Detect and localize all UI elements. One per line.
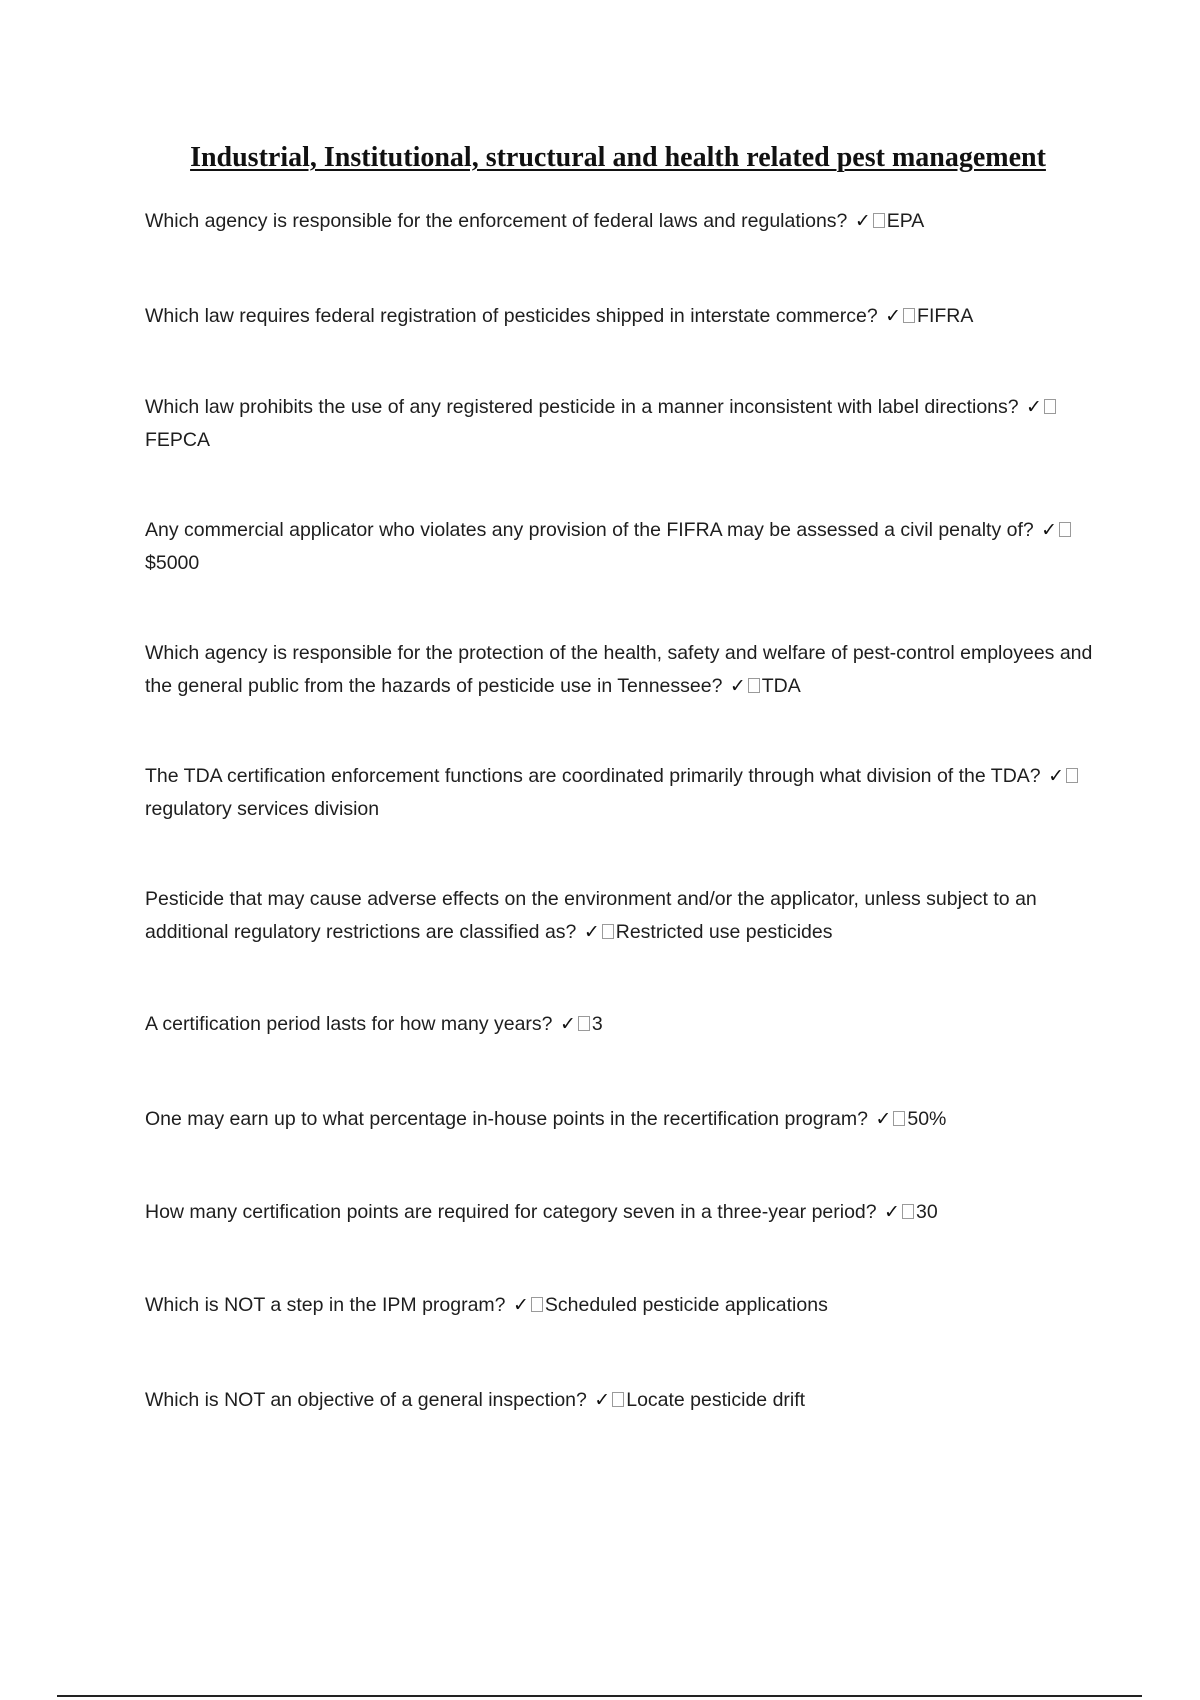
question-text: Which is NOT an objective of a general inspection? xyxy=(145,1389,587,1411)
empty-box-icon xyxy=(1044,399,1056,414)
check-mark-icon: ✓ xyxy=(1048,765,1064,787)
question-text: One may earn up to what percentage in-house points in the recertification program? xyxy=(145,1108,868,1130)
answer-text: 3 xyxy=(591,1013,603,1035)
qa-item xyxy=(145,514,1100,580)
qa-item xyxy=(145,1289,1100,1322)
check-mark-icon: ✓ xyxy=(583,921,600,943)
empty-box-icon xyxy=(1059,522,1071,537)
qa-item xyxy=(145,391,1100,457)
answer-text: EPA xyxy=(886,210,925,232)
qa-item xyxy=(145,883,1100,949)
answer-text: Restricted use pesticides xyxy=(615,921,833,943)
empty-box-icon xyxy=(602,924,614,939)
answer-text: Locate pesticide drift xyxy=(626,1389,806,1411)
qa-item xyxy=(145,1196,1100,1229)
question-text: The TDA certification enforcement functions are coordinated primarily through what division of the TDA? xyxy=(145,765,1041,787)
question-text: Which law requires federal registration of pesticides shipped in interstate commerce? xyxy=(145,305,878,327)
question-text: Any commercial applicator who violates any provision of the FIFRA may be assessed a civil penalty of? xyxy=(145,519,1034,541)
empty-box-icon xyxy=(893,1111,905,1126)
answer-text: 30 xyxy=(915,1201,938,1223)
check-mark-icon: ✓ xyxy=(884,1201,900,1223)
question-text: Which law prohibits the use of any registered pesticide in a manner inconsistent with label directions? xyxy=(145,396,1019,418)
question-text: How many certification points are required for category seven in a three-year period? xyxy=(145,1201,877,1223)
check-mark-icon: ✓ xyxy=(594,1389,611,1411)
qa-item xyxy=(145,300,1100,333)
qa-item xyxy=(145,1103,1100,1136)
question-text: Which is NOT a step in the IPM program? xyxy=(145,1294,506,1316)
empty-box-icon xyxy=(1066,768,1078,783)
check-mark-icon: ✓ xyxy=(559,1013,576,1035)
qa-item xyxy=(145,1008,1100,1041)
answer-text: 50% xyxy=(907,1108,947,1130)
empty-box-icon xyxy=(578,1016,590,1031)
question-text: A certification period lasts for how many years? xyxy=(145,1013,553,1035)
page-title: Industrial, Institutional, structural and health related pest management xyxy=(190,142,1046,173)
empty-box-icon xyxy=(873,213,885,228)
check-mark-icon: ✓ xyxy=(875,1108,892,1130)
check-mark-icon: ✓ xyxy=(729,675,746,697)
empty-box-icon xyxy=(612,1392,624,1407)
check-mark-icon: ✓ xyxy=(512,1294,529,1316)
qa-item xyxy=(145,205,1100,238)
empty-box-icon xyxy=(902,1204,914,1219)
answer-text: FIFRA xyxy=(917,305,974,327)
answer-text: $5000 xyxy=(145,552,200,574)
qa-item xyxy=(145,637,1100,703)
answer-text: FEPCA xyxy=(145,429,211,451)
qa-item xyxy=(145,760,1100,826)
check-mark-icon: ✓ xyxy=(1026,396,1042,418)
footer-divider xyxy=(57,1695,1142,1697)
question-text: Pesticide that may cause adverse effects on the environment and/or the applicator, unless subject to an additional regulatory restrictions are classified as? xyxy=(145,888,1037,943)
qa-item xyxy=(145,1384,1100,1417)
check-mark-icon: ✓ xyxy=(885,305,902,327)
empty-box-icon xyxy=(903,308,915,323)
check-mark-icon: ✓ xyxy=(854,210,871,232)
question-text: Which agency is responsible for the protection of the health, safety and welfare of pest-control employees and the general public from the hazards of pesticide use in Tennessee? xyxy=(145,642,1093,697)
answer-text: regulatory services division xyxy=(145,798,380,820)
answer-text: Scheduled pesticide applications xyxy=(544,1294,828,1316)
empty-box-icon xyxy=(748,678,760,693)
empty-box-icon xyxy=(531,1297,543,1312)
question-text: Which agency is responsible for the enforcement of federal laws and regulations? xyxy=(145,210,848,232)
answer-text: TDA xyxy=(761,675,801,697)
check-mark-icon: ✓ xyxy=(1041,519,1058,541)
